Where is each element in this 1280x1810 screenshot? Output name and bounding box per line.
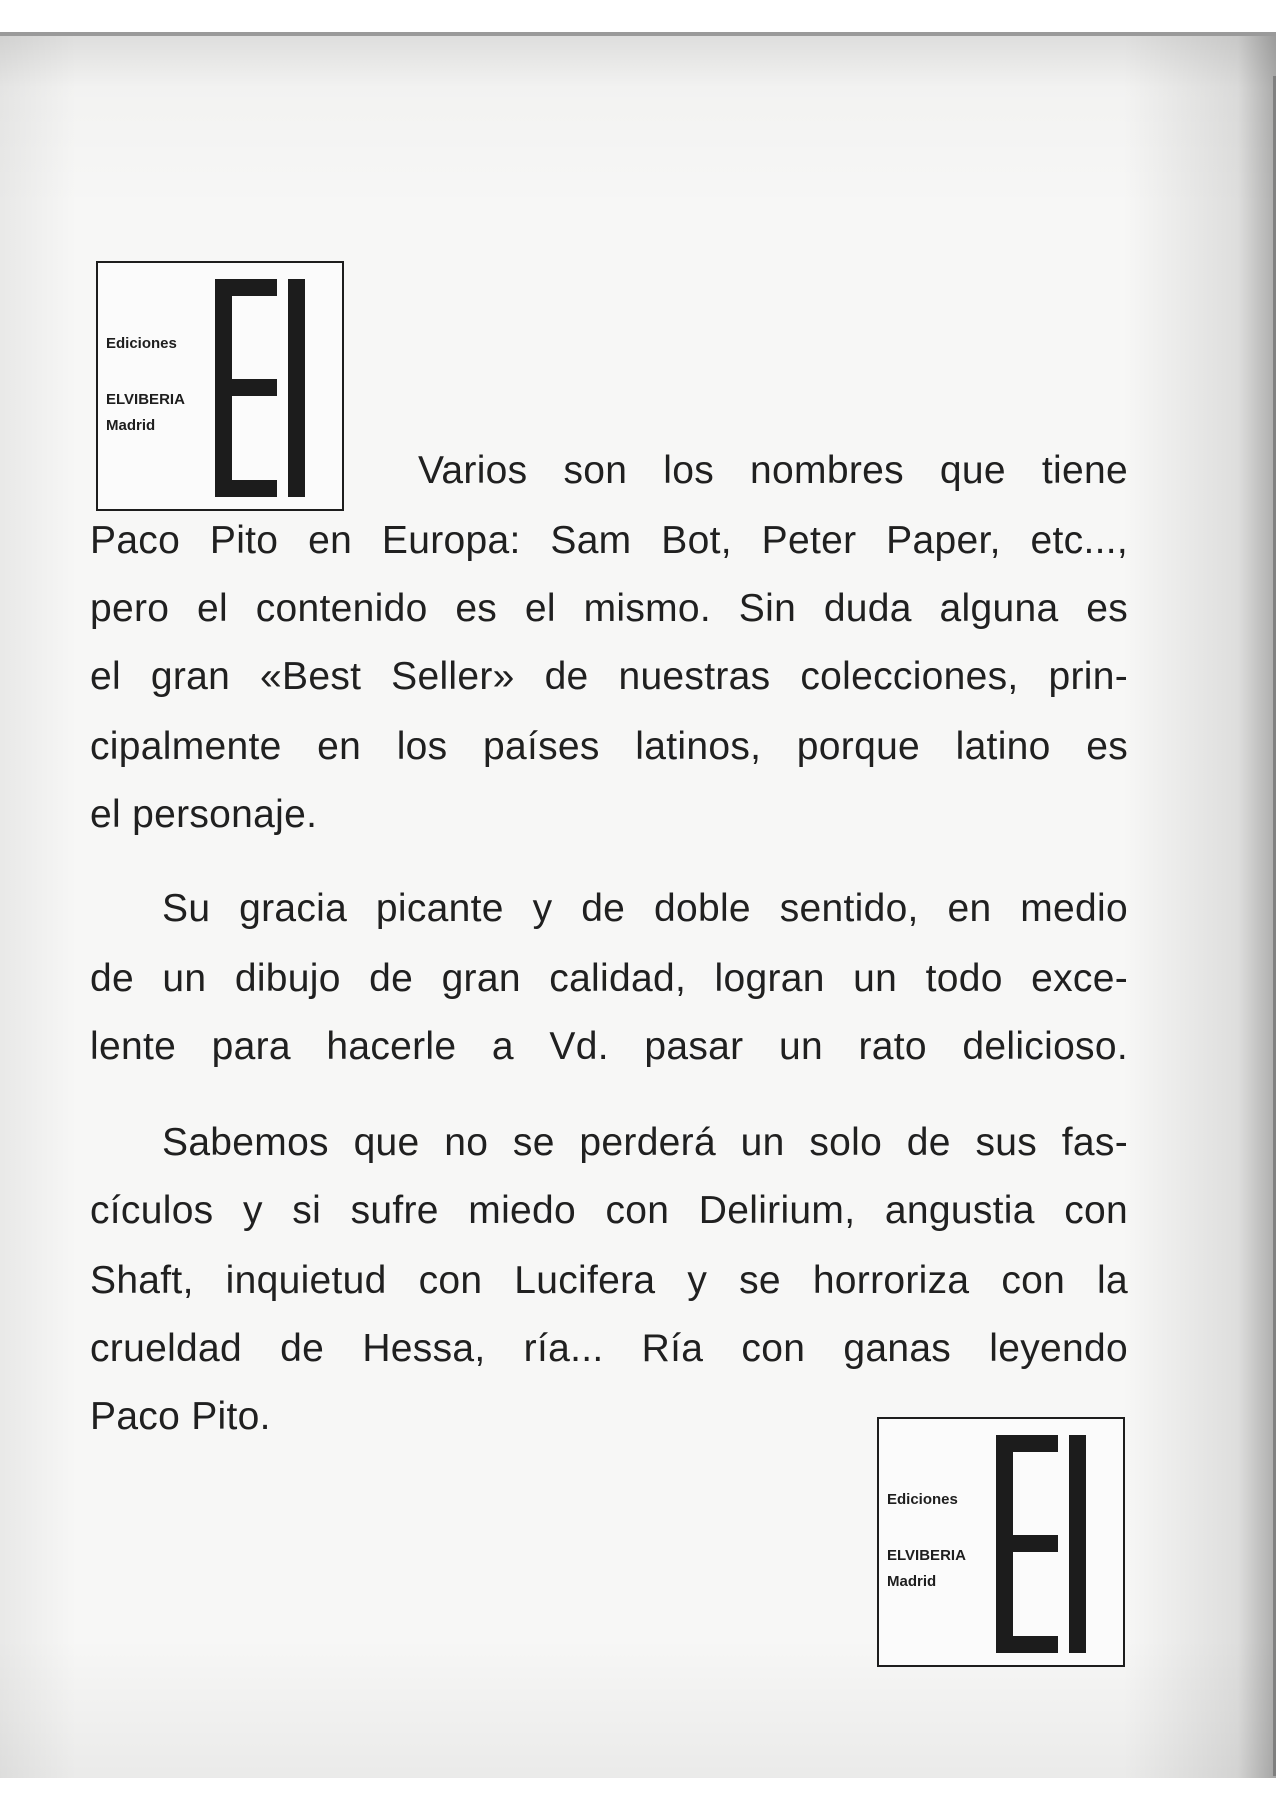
logo-ediciones-label: Ediciones <box>887 1491 958 1508</box>
text-line: Paco Pito. <box>90 1395 271 1438</box>
logo-city-label: Madrid <box>106 417 156 434</box>
logo-city-label: Madrid <box>887 1573 937 1590</box>
text-line: Su gracia picante y de doble sentido, en medio <box>162 887 1128 930</box>
text-line: Shaft, inquietud con Lucifera y se horroriza con la <box>90 1259 1128 1302</box>
scanned-page <box>0 32 1276 1778</box>
text-line: Sabemos que no se perderá un solo de sus fas- <box>162 1121 1128 1164</box>
text-line: cículos y si sufre miedo con Delirium, angustia con <box>90 1189 1128 1232</box>
logo-publisher-name: ELVIBERIA <box>106 391 185 408</box>
text-line: Paco Pito en Europa: Sam Bot, Peter Paper, etc..., <box>90 519 1128 562</box>
text-line: el gran «Best Seller» de nuestras colecciones, prin- <box>90 655 1128 698</box>
text-line: crueldad de Hessa, ría... Ría con ganas leyendo <box>90 1327 1128 1370</box>
text-line: el personaje. <box>90 793 318 836</box>
text-line: pero el contenido es el mismo. Sin duda alguna es <box>90 587 1128 630</box>
text-line: Varios son los nombres que tiene <box>418 449 1128 492</box>
text-line: cipalmente en los países latinos, porque latino es <box>90 725 1128 768</box>
text-line: de un dibujo de gran calidad, logran un todo exce- <box>90 957 1128 1000</box>
publisher-logo-bottom <box>877 1417 1125 1667</box>
publisher-logo-top <box>96 261 344 511</box>
text-line: lente para hacerle a Vd. pasar un rato delicioso. <box>90 1025 1128 1068</box>
logo-ediciones-label: Ediciones <box>106 335 177 352</box>
logo-publisher-name: ELVIBERIA <box>887 1547 966 1564</box>
